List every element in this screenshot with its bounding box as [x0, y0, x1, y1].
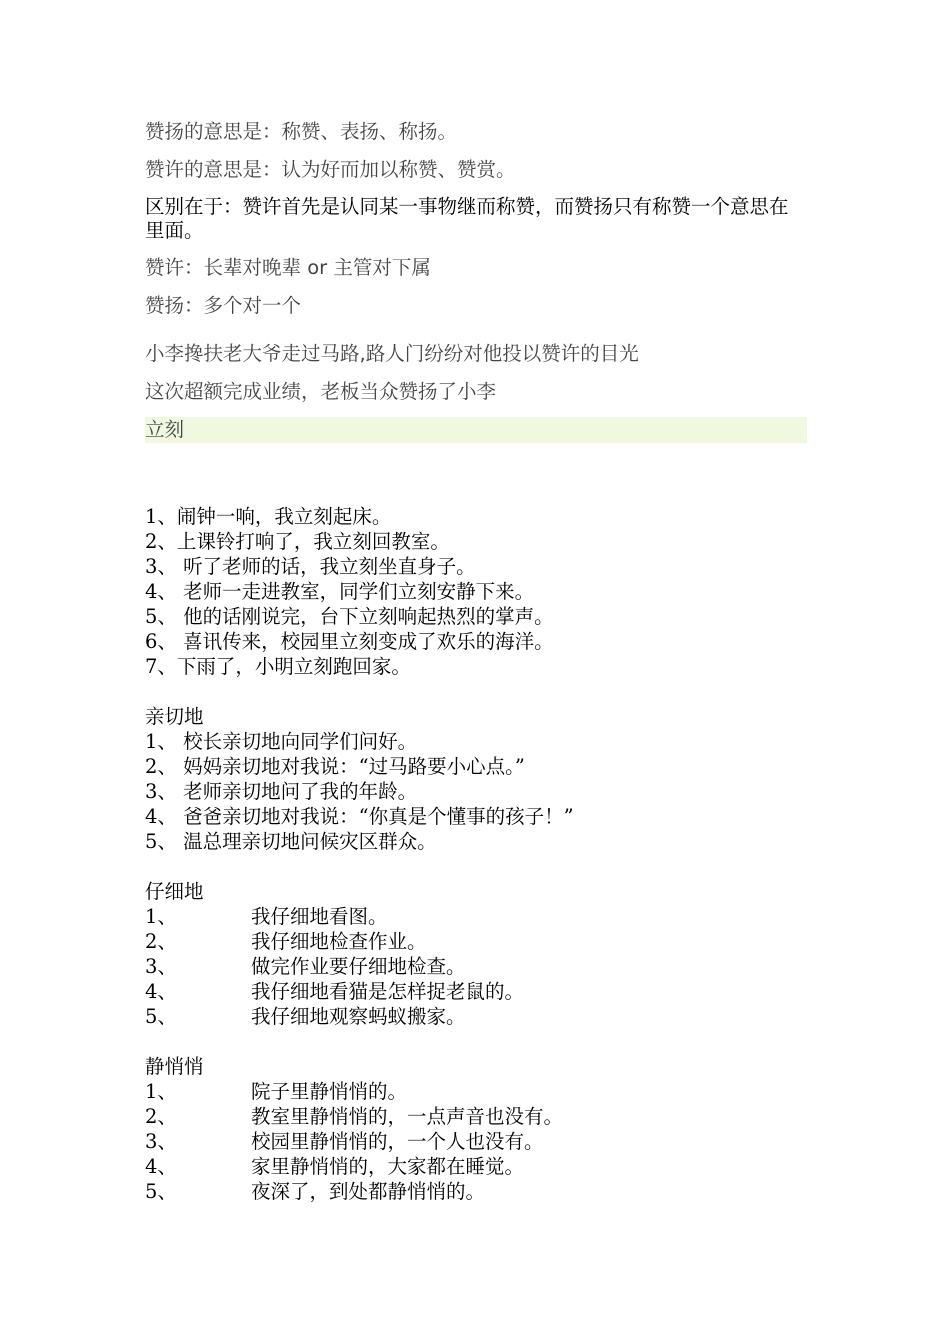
- like-example-list: [145, 504, 807, 679]
- zanxu-example: 小李搀扶老大爷走过马路,路人门纷纷对他投以赞许的目光: [145, 342, 639, 365]
- zixi-section-title: 仔细地: [145, 880, 204, 903]
- qinqie-section-title: 亲切地: [145, 705, 204, 728]
- list-number: 5、: [145, 1180, 177, 1203]
- difference-paragraph: 区别在于：赞许首先是认同某一事物继而称赞，而赞扬只有称赞一个意思在里面。: [145, 195, 789, 242]
- zanyang-definition: 赞扬的意思是：称赞、表扬、称扬。: [145, 120, 458, 143]
- list-item: [145, 1154, 807, 1179]
- list-text: 我仔细地看猫是怎样捉老鼠的。: [251, 980, 525, 1003]
- list-text: 校园里静悄悄的，一个人也没有。: [251, 1130, 544, 1153]
- like-section-title: 立刻: [145, 417, 807, 443]
- list-text: 我仔细地看图。: [251, 905, 388, 928]
- document-content: [145, 119, 807, 1204]
- zanxu-usage: 赞许：长辈对晚辈 or 主管对下属: [145, 256, 431, 279]
- list-item: 7、下雨了，小明立刻跑回家。: [145, 655, 411, 678]
- list-number: 1、: [145, 905, 177, 928]
- section-spacer: [145, 1029, 807, 1054]
- jingqiao-section-title: 静悄悄: [145, 1055, 204, 1078]
- list-text: 我仔细地观察蚂蚁搬家。: [251, 1005, 466, 1028]
- list-number: 1、: [145, 1080, 177, 1103]
- section-spacer: [145, 443, 807, 504]
- zanyang-usage: 赞扬：多个对一个: [145, 294, 302, 317]
- list-item: [145, 1004, 807, 1029]
- list-item: [145, 1179, 807, 1204]
- list-item: 5、 温总理亲切地问候灾区群众。: [145, 830, 437, 853]
- list-item: 1、 校长亲切地向同学们问好。: [145, 730, 418, 753]
- list-text: 夜深了，到处都静悄悄的。: [251, 1180, 486, 1203]
- list-text: 院子里静悄悄的。: [251, 1080, 408, 1103]
- zanyang-example: 这次超额完成业绩，老板当众赞扬了小李: [145, 380, 497, 403]
- list-number: 3、: [145, 955, 177, 978]
- section-spacer: [145, 679, 807, 704]
- list-item: [145, 979, 807, 1004]
- list-item: 1、闹钟一响，我立刻起床。: [145, 505, 392, 528]
- list-item: [145, 929, 807, 954]
- list-text: 教室里静悄悄的，一点声音也没有。: [251, 1105, 564, 1128]
- list-text: 我仔细地检查作业。: [251, 930, 427, 953]
- list-item: [145, 1079, 807, 1104]
- list-item: 6、 喜讯传来，校园里立刻变成了欢乐的海洋。: [145, 630, 554, 653]
- list-item: [145, 904, 807, 929]
- list-number: 2、: [145, 930, 177, 953]
- list-item: 2、上课铃打响了，我立刻回教室。: [145, 530, 450, 553]
- list-item: [145, 954, 807, 979]
- section-spacer: [145, 854, 807, 879]
- list-item: 4、 爸爸亲切地对我说：“你真是个懂事的孩子！”: [145, 805, 574, 828]
- list-item: [145, 1104, 807, 1129]
- zixi-example-list: [145, 904, 807, 1029]
- list-item: 5、 他的话刚说完，台下立刻响起热烈的掌声。: [145, 605, 554, 628]
- list-number: 3、: [145, 1130, 177, 1153]
- list-item: [145, 1129, 807, 1154]
- list-number: 5、: [145, 1005, 177, 1028]
- list-item: 3、 听了老师的话，我立刻坐直身子。: [145, 555, 476, 578]
- list-item: 3、 老师亲切地问了我的年龄。: [145, 780, 418, 803]
- list-text: 家里静悄悄的，大家都在睡觉。: [251, 1155, 525, 1178]
- list-item: 2、 妈妈亲切地对我说：“过马路要小心点。”: [145, 755, 525, 778]
- qinqie-example-list: [145, 729, 807, 854]
- list-number: 4、: [145, 1155, 177, 1178]
- list-item: 4、 老师一走进教室，同学们立刻安静下来。: [145, 580, 535, 603]
- list-text: 做完作业要仔细地检查。: [251, 955, 466, 978]
- list-number: 2、: [145, 1105, 177, 1128]
- zanxu-definition: 赞许的意思是：认为好而加以称赞、赞赏。: [145, 158, 516, 181]
- list-number: 4、: [145, 980, 177, 1003]
- jingqiao-example-list: [145, 1079, 807, 1204]
